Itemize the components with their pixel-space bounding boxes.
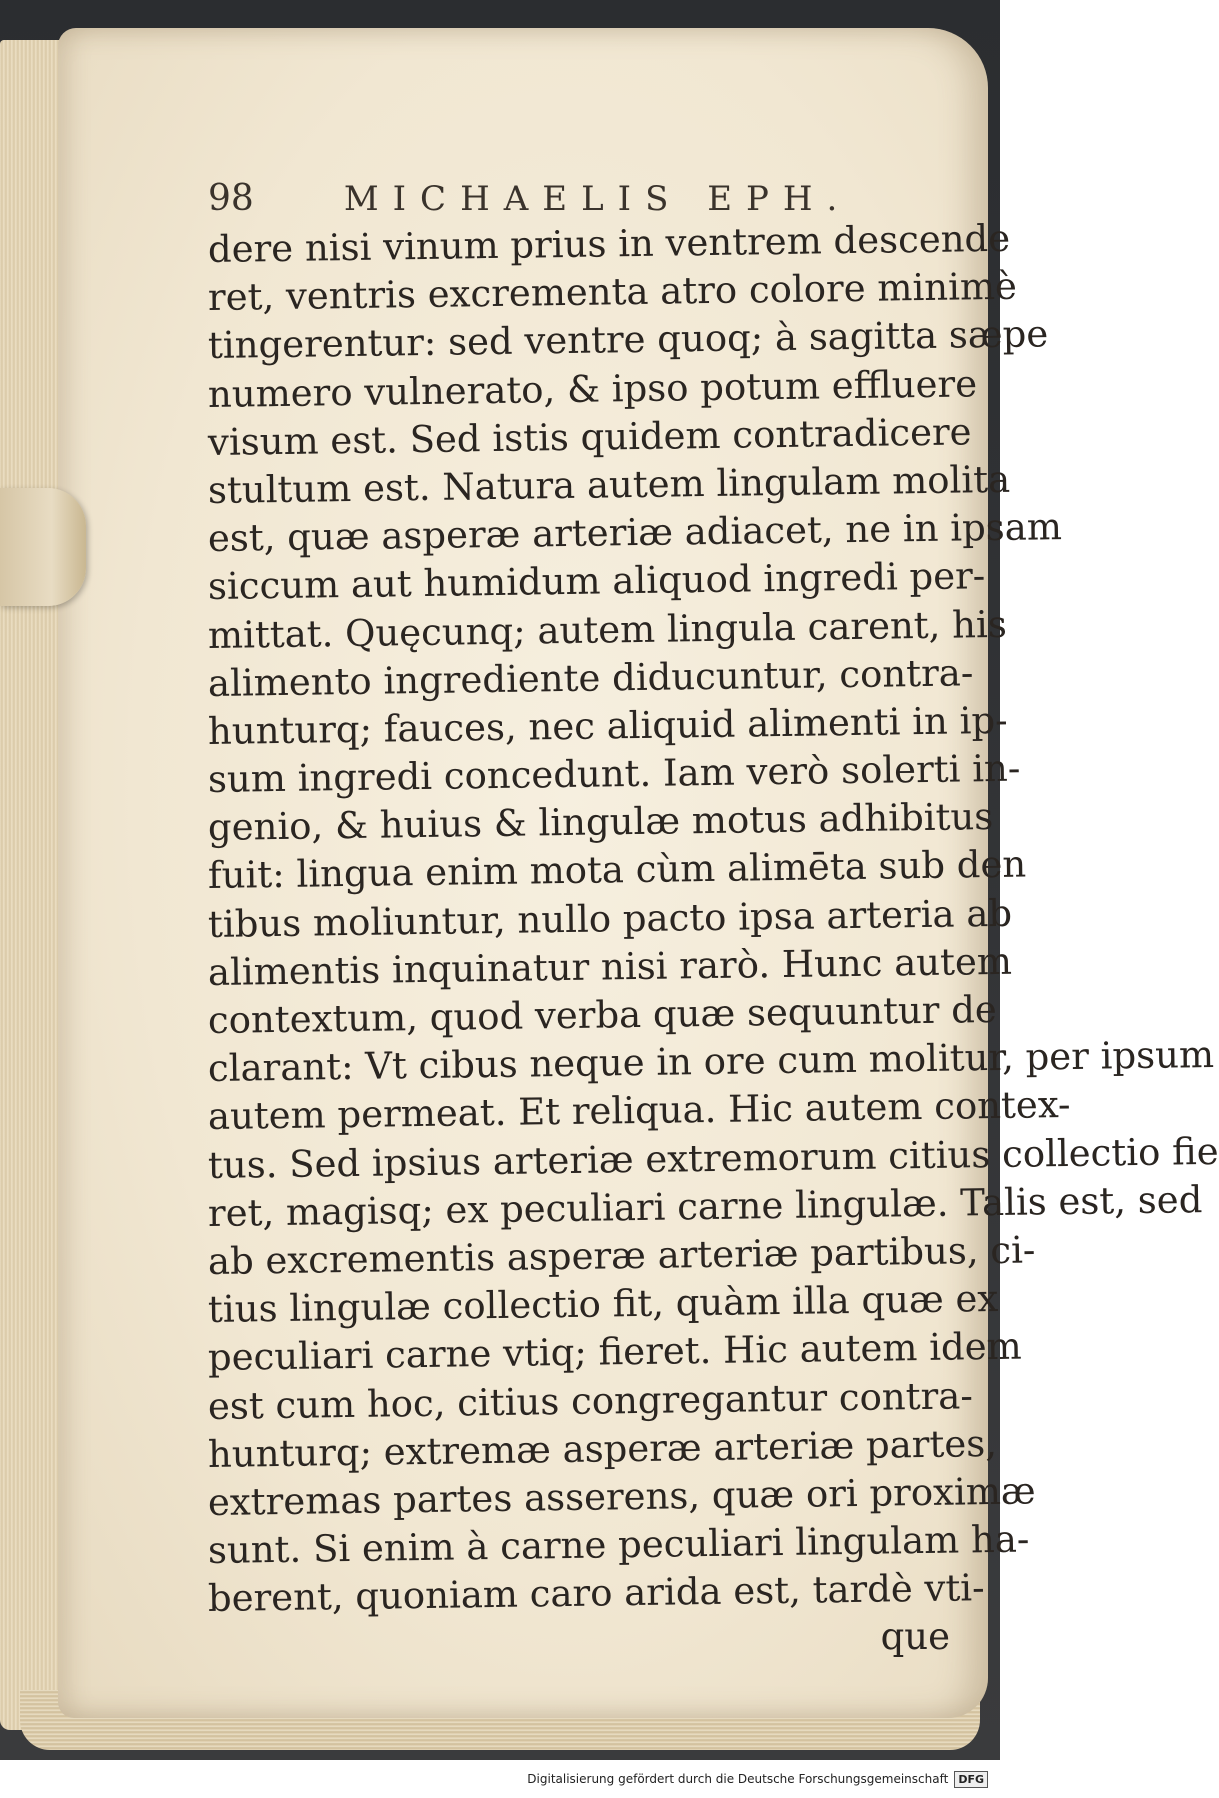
page-number: 98: [208, 178, 254, 219]
text-line: tius lingulæ collectio fit, quàm illa quæ ex: [207, 1277, 999, 1332]
body-text: [207, 216, 1219, 1623]
text-line: berent, quoniam caro arida est, tardè vti-: [207, 1566, 985, 1621]
text-line: visum est. Sed istis quidem contradicere: [207, 410, 972, 464]
text-line: ab excrementis asperæ arteriæ partibus, ci-: [207, 1228, 1036, 1283]
footer-credit: Digitalisierung gefördert durch die Deutsche Forschungsgemeinschaft: [527, 1772, 949, 1786]
page-marker-tab: [0, 488, 86, 606]
text-line: mittat. Quęcunq; autem lingula carent, his: [207, 602, 1008, 657]
text-line: alimentis inquinatur nisi rarò. Hunc autem: [207, 939, 1013, 994]
text-line: genio, & huius & lingulæ motus adhibitus: [207, 795, 994, 850]
text-block: [207, 178, 1219, 1623]
text-line: est cum hoc, citius congregantur contra-: [207, 1373, 974, 1428]
text-line: hunturq; extremæ asperæ arteriæ partes,: [207, 1421, 998, 1476]
text-line: tibus moliuntur, nullo pacto ipsa arteria ab: [207, 891, 1013, 946]
text-line: extremas partes asserens, quæ ori proximæ: [207, 1469, 1036, 1524]
text-line: stultum est. Natura autem lingulam molita: [207, 457, 1011, 512]
text-line: peculiari carne vtiq; fieret. Hic autem idem: [207, 1324, 1022, 1380]
text-line: dere nisi vinum prius in ventrem descende: [207, 216, 1011, 271]
text-line: fuit: lingua enim mota cùm alimēta sub den: [207, 843, 1027, 898]
text-line: ret, magisq; ex peculiari carne lingulæ. Talis est, sed: [207, 1177, 1203, 1235]
digitization-footer: [0, 1760, 1000, 1798]
text-line: numero vulnerato, & ipso potum effluere: [207, 361, 978, 416]
text-line: sum ingredi concedunt. Iam verò solerti in-: [207, 746, 1021, 802]
text-line: tus. Sed ipsius arteriæ extremorum citius collectio fie: [207, 1129, 1219, 1187]
catchword: que: [880, 1615, 950, 1658]
text-line: autem permeat. Et reliqua. Hic autem contex-: [207, 1083, 1071, 1139]
text-line: contextum, quod verba quæ sequuntur de: [207, 987, 998, 1042]
text-line: clarant: Vt cibus neque in ore cum molitur, per ipsum: [207, 1033, 1215, 1091]
dfg-logo-icon: DFG: [954, 1771, 988, 1788]
text-line: ret, ventris excrementa atro colore minimè: [207, 264, 1018, 320]
running-head: MICHAELIS EPH.: [343, 179, 852, 219]
text-line: est, quæ asperæ arteriæ adiacet, ne in ipsam: [207, 505, 1063, 561]
text-line: alimento ingrediente diducuntur, contra-: [207, 651, 974, 705]
text-line: sunt. Si enim à carne peculiari lingulam ha-: [207, 1517, 1030, 1573]
text-line: hunturq; fauces, nec aliquid alimenti in ip-: [207, 698, 1008, 753]
text-line: tingerentur: sed ventre quoq; à sagitta sæpe: [207, 312, 1049, 368]
text-line: siccum aut humidum aliquod ingredi per-: [207, 554, 986, 609]
